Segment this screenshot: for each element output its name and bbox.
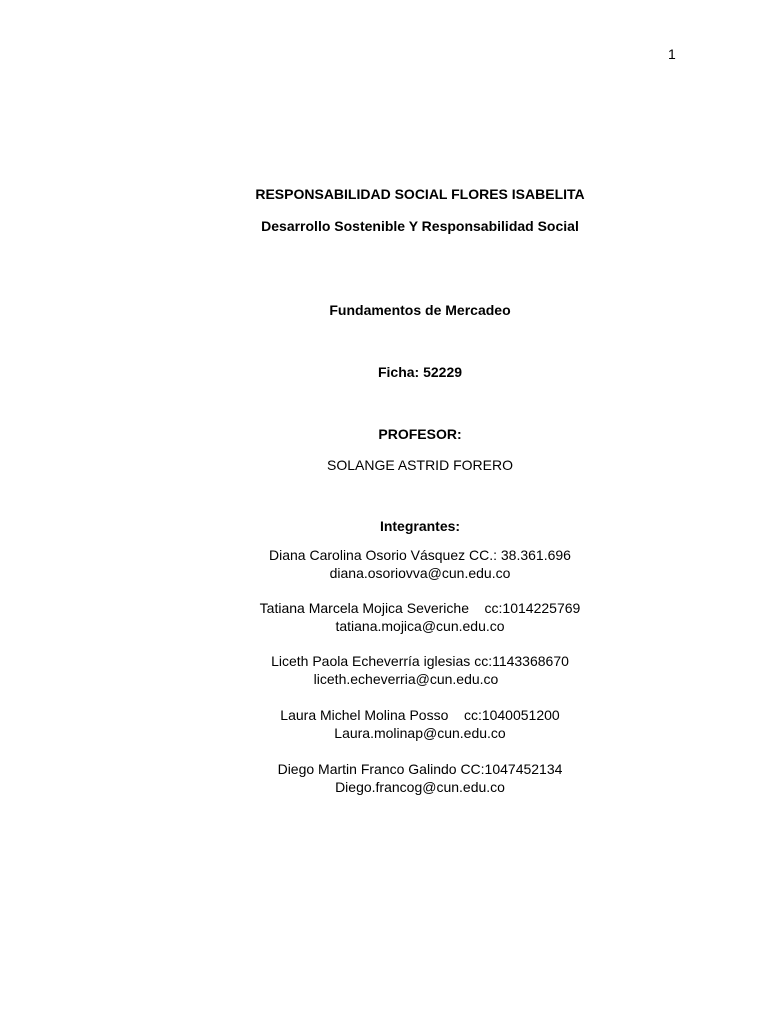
members-label: Integrantes: bbox=[379, 518, 461, 534]
professor-label: PROFESOR: bbox=[378, 426, 462, 442]
member-email: tatiana.mojica@cun.edu.co bbox=[335, 618, 505, 634]
member-email: Laura.molinap@cun.edu.co bbox=[334, 725, 506, 741]
page-number: 1 bbox=[668, 46, 676, 62]
member-line: Liceth Paola Echeverría iglesias cc:1143368670 bbox=[271, 653, 569, 669]
document-title: RESPONSABILIDAD SOCIAL FLORES ISABELITA bbox=[255, 186, 585, 202]
course-name: Fundamentos de Mercadeo bbox=[329, 302, 511, 318]
member-email: liceth.echeverria@cun.edu.co bbox=[313, 671, 499, 687]
member-line: Tatiana Marcela Mojica Severiche cc:1014225769 bbox=[259, 600, 581, 616]
professor-name: SOLANGE ASTRID FORERO bbox=[327, 457, 513, 473]
ficha-number: Ficha: 52229 bbox=[377, 364, 463, 380]
document-subtitle: Desarrollo Sostenible Y Responsabilidad Social bbox=[261, 218, 579, 234]
member-line: Diana Carolina Osorio Vásquez CC.: 38.361.696 bbox=[269, 547, 571, 563]
member-line: Laura Michel Molina Posso cc:1040051200 bbox=[280, 707, 560, 723]
member-email: Diego.francog@cun.edu.co bbox=[335, 779, 505, 795]
member-line: Diego Martin Franco Galindo CC:1047452134 bbox=[277, 761, 563, 777]
member-email: diana.osoriovva@cun.edu.co bbox=[329, 565, 511, 581]
